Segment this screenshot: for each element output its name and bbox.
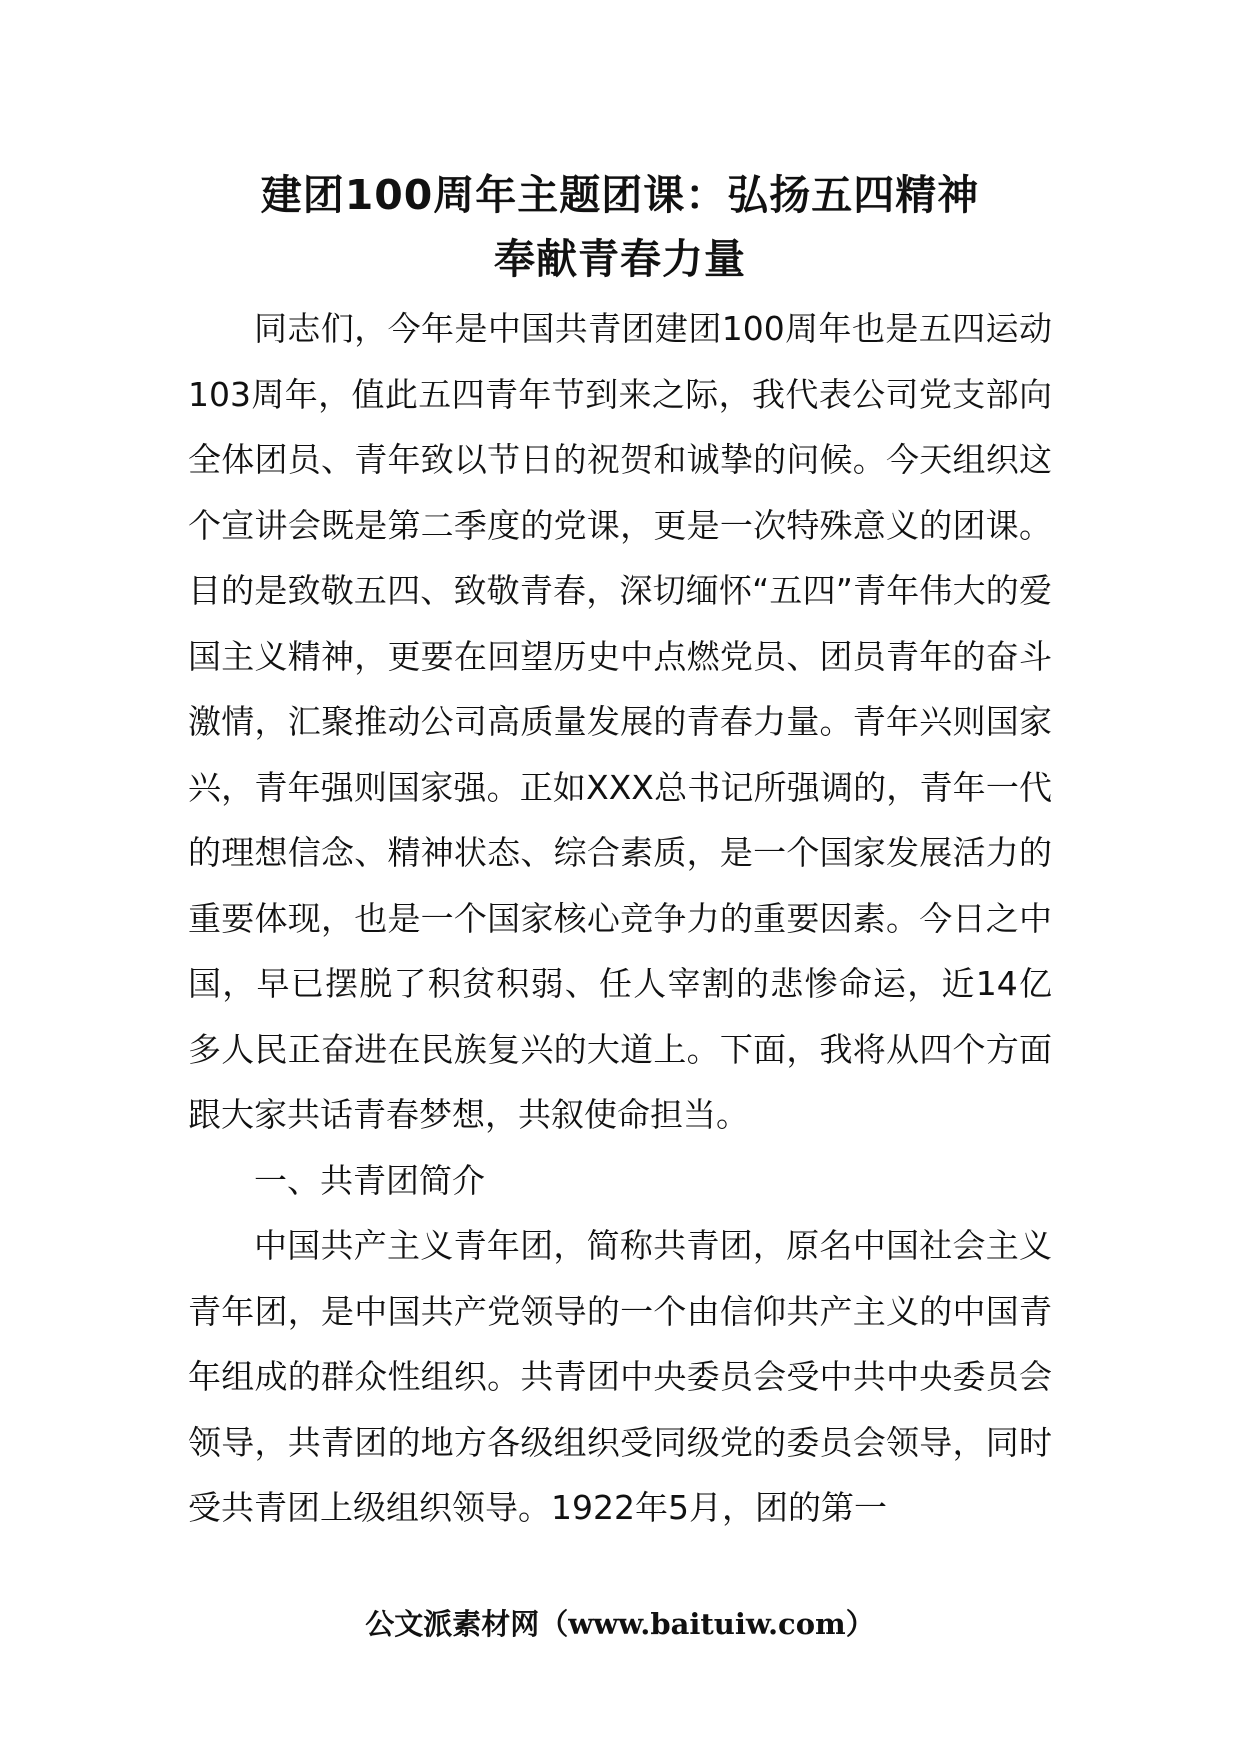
paragraph-intro: 同志们，今年是中国共青团建团100周年也是五四运动103周年，值此五四青年节到来之际，我代表公司党支部向全体团员、青年致以节日的祝贺和诚挚的问候。今天组织这个宣讲会既是第二季度的党课，更是一次特殊意义的团课。目的是致敬五四、致敬青春，深切缅怀“五四”青年伟大的爱国主义精神，更要在回望历史中点燃党员、团员青年的奋斗激情，汇聚推动公司高质量发展的青春力量。青年兴则国家兴，青年强则国家强。正如XXX总书记所强调的，青年一代的理想信念、精神状态、综合素质，是一个国家发展活力的重要体现，也是一个国家核心竞争力的重要因素。今日之中国，早已摆脱了积贫积弱、任人宰割的悲惨命运，近14亿多人民正奋进在民族复兴的大道上。下面，我将从四个方面跟大家共话青春梦想，共叙使命担当。: [188, 309, 1052, 1134]
document-title-line1: 建团100周年主题团课：弘扬五四精神: [260, 171, 980, 219]
section-heading-1: 一、共青团简介: [254, 1160, 485, 1200]
footer-watermark: 公文派素材网（www.baituiw.com）: [365, 1607, 875, 1641]
document-title-line2: 奉献青春力量: [494, 235, 746, 283]
document-body: [188, 296, 1052, 1541]
paragraph-section1: 中国共产主义青年团，简称共青团，原名中国社会主义青年团，是中国共产党领导的一个由信仰共产主义的中国青年组成的群众性组织。共青团中央委员会受中共中央委员会领导，共青团的地方各级组织受同级党的委员会领导，同时受共青团上级组织领导。1922年5月，团的第一: [188, 1226, 1052, 1527]
